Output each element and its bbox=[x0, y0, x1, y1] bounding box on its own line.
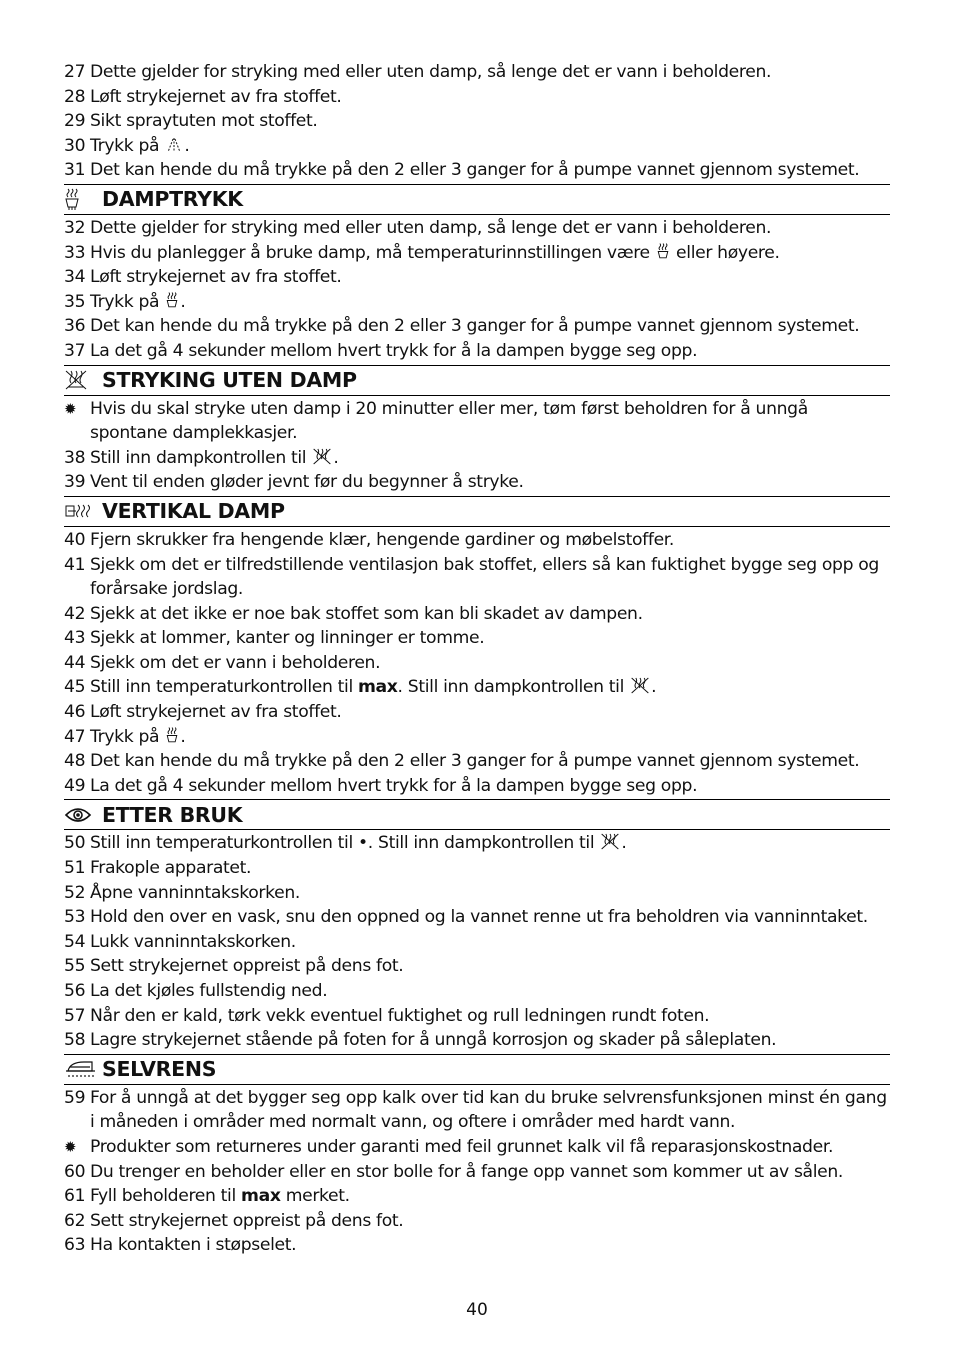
warning-icon: ✹ bbox=[64, 1137, 77, 1156]
eye-icon bbox=[64, 806, 92, 824]
item-text: Hold den over en vask, snu den oppned og la vannet renne ut fra beholdren via vanninntaket. bbox=[90, 907, 868, 928]
item-number: 30 bbox=[64, 135, 86, 156]
section-title: ETTER BRUK bbox=[102, 802, 243, 827]
item-number: 51 bbox=[64, 858, 86, 879]
item-text: Fyll beholderen til bbox=[90, 1186, 236, 1207]
item-number: 47 bbox=[64, 726, 86, 747]
item-text: Vent til enden gløder jevnt før du begynner å stryke. bbox=[90, 472, 524, 493]
item-number: 32 bbox=[64, 217, 86, 238]
steam-burst-icon bbox=[165, 726, 179, 745]
item-text: Dette gjelder for stryking med eller uten damp, så lenge det er vann i beholderen. bbox=[90, 217, 772, 238]
item-number: 28 bbox=[64, 86, 86, 107]
warning-note bbox=[64, 397, 890, 446]
item-number: 50 bbox=[64, 833, 86, 854]
list-item bbox=[64, 602, 890, 627]
item-text: Sikt spraytuten mot stoffet. bbox=[90, 111, 318, 132]
list-item bbox=[64, 954, 890, 979]
list-item bbox=[64, 626, 890, 651]
section-heading-etter-bruk bbox=[64, 799, 890, 830]
item-text: Trykk på bbox=[90, 291, 160, 312]
list-item bbox=[64, 60, 890, 85]
item-text: Still inn temperaturkontrollen til bbox=[90, 833, 353, 854]
item-text: Lukk vanninntakskorken. bbox=[90, 931, 296, 952]
item-text: Sjekk om det er tilfredstillende ventilasjon bak stoffet, ellers så kan fuktighet bygge seg opp og forårsake jordslag. bbox=[90, 554, 879, 600]
item-number: 63 bbox=[64, 1235, 86, 1256]
list-item bbox=[64, 675, 890, 700]
list-item bbox=[64, 528, 890, 553]
list-item bbox=[64, 446, 890, 471]
list-item bbox=[64, 1184, 890, 1209]
item-number: 27 bbox=[64, 62, 86, 82]
self-clean-icon bbox=[64, 1059, 98, 1079]
item-number: 38 bbox=[64, 447, 86, 468]
item-number: 58 bbox=[64, 1030, 86, 1051]
item-number: 42 bbox=[64, 603, 86, 624]
no-steam-icon bbox=[630, 676, 650, 695]
list-item bbox=[64, 700, 890, 725]
list-item bbox=[64, 881, 890, 906]
no-steam-icon bbox=[64, 369, 88, 391]
section-heading-selvrens bbox=[64, 1054, 890, 1085]
item-text: Lagre strykejernet stående på foten for å unngå korrosjon og skader på såleplaten. bbox=[90, 1030, 777, 1051]
item-text-end: . bbox=[180, 291, 186, 312]
list-item bbox=[64, 241, 890, 266]
item-text: Løft strykejernet av fra stoffet. bbox=[90, 702, 342, 723]
item-number: 40 bbox=[64, 529, 86, 550]
warning-icon: ✹ bbox=[64, 399, 77, 418]
steam-burst-icon bbox=[64, 187, 80, 211]
list-item bbox=[64, 470, 890, 495]
item-text-end: merket. bbox=[285, 1186, 350, 1207]
list-item bbox=[64, 1209, 890, 1234]
item-number: 59 bbox=[64, 1087, 86, 1108]
list-item bbox=[64, 749, 890, 774]
item-number: 44 bbox=[64, 652, 86, 673]
no-steam-icon bbox=[600, 832, 620, 851]
steam-burst-icon bbox=[656, 242, 670, 261]
item-text-middle: . Still inn dampkontrollen til bbox=[367, 833, 595, 854]
steam-burst-icon bbox=[165, 291, 179, 310]
list-item bbox=[64, 134, 890, 159]
item-text: Det kan hende du må trykke på den 2 eller 3 ganger for å pumpe vannet gjennom systemet. bbox=[90, 160, 860, 181]
item-text: Sjekk at lommer, kanter og linninger er tomme. bbox=[90, 628, 485, 649]
item-text: Løft strykejernet av fra stoffet. bbox=[90, 86, 342, 107]
item-text: La det kjøles fullstendig ned. bbox=[90, 981, 328, 1001]
item-text: Det kan hende du må trykke på den 2 eller 3 ganger for å pumpe vannet gjennom systemet. bbox=[90, 751, 860, 772]
item-number: 62 bbox=[64, 1210, 86, 1231]
item-text: For å unngå at det bygger seg opp kalk over tid kan du bruke selvrensfunksjonen minst én gang i måneden i områder med normalt vann, og oftere i områder med hardt vann. bbox=[90, 1087, 887, 1133]
item-number: 55 bbox=[64, 956, 86, 977]
item-text: Løft strykejernet av fra stoffet. bbox=[90, 267, 342, 288]
item-number: 31 bbox=[64, 160, 86, 181]
item-text: Still inn temperaturkontrollen til bbox=[90, 677, 353, 698]
item-text-end: eller høyere. bbox=[676, 242, 780, 263]
item-text-end: . bbox=[184, 135, 190, 156]
section-heading-uten-damp bbox=[64, 365, 890, 396]
item-number: 29 bbox=[64, 111, 86, 132]
item-number: 57 bbox=[64, 1005, 86, 1026]
item-number: 45 bbox=[64, 677, 86, 698]
item-text: Sjekk om det er vann i beholderen. bbox=[90, 652, 381, 673]
item-number: 37 bbox=[64, 340, 86, 361]
item-text: Du trenger en beholder eller en stor bolle for å fange opp vannet som kommer ut av sålen. bbox=[90, 1161, 844, 1182]
list-item bbox=[64, 109, 890, 134]
list-item bbox=[64, 1086, 890, 1135]
temperature-dot: • bbox=[358, 833, 368, 854]
item-number: 33 bbox=[64, 242, 86, 263]
list-item bbox=[64, 265, 890, 290]
item-number: 54 bbox=[64, 931, 86, 952]
note-text: Hvis du skal stryke uten damp i 20 minutter eller mer, tøm først beholdren for å unngå spontane damplekkasjer. bbox=[90, 398, 808, 444]
item-text: Trykk på bbox=[90, 726, 160, 747]
list-item bbox=[64, 158, 890, 183]
page-number: 40 bbox=[466, 1300, 488, 1320]
item-number: 34 bbox=[64, 267, 86, 288]
list-item bbox=[64, 651, 890, 676]
list-item bbox=[64, 553, 890, 602]
list-item bbox=[64, 774, 890, 799]
item-number: 48 bbox=[64, 751, 86, 772]
item-number: 43 bbox=[64, 628, 86, 649]
item-text: La det gå 4 sekunder mellom hvert trykk for å la dampen bygge seg opp. bbox=[90, 775, 698, 796]
item-number: 61 bbox=[64, 1186, 86, 1207]
item-number: 36 bbox=[64, 316, 86, 337]
section-title: SELVRENS bbox=[102, 1057, 217, 1082]
item-number: 41 bbox=[64, 554, 86, 575]
item-text-end: . bbox=[651, 677, 657, 698]
item-text: Sett strykejernet oppreist på dens fot. bbox=[90, 956, 404, 977]
item-text: Frakople apparatet. bbox=[90, 858, 252, 879]
item-text: Sett strykejernet oppreist på dens fot. bbox=[90, 1210, 404, 1231]
list-item bbox=[64, 725, 890, 750]
spray-icon bbox=[165, 136, 183, 154]
vertical-steam-icon bbox=[64, 502, 94, 520]
item-text: Det kan hende du må trykke på den 2 eller 3 ganger for å pumpe vannet gjennom systemet. bbox=[90, 316, 860, 337]
section-title: STRYKING UTEN DAMP bbox=[102, 368, 357, 393]
list-item bbox=[64, 930, 890, 955]
note-text: Produkter som returneres under garanti med feil grunnet kalk vil få reparasjonskostnader. bbox=[90, 1136, 834, 1157]
item-number: 49 bbox=[64, 775, 86, 796]
list-item bbox=[64, 905, 890, 930]
list-item bbox=[64, 339, 890, 364]
section-heading-vertikal-damp bbox=[64, 496, 890, 527]
list-item bbox=[64, 831, 890, 856]
item-number: 53 bbox=[64, 907, 86, 928]
section-heading-damptrykk bbox=[64, 184, 890, 215]
item-text: Trykk på bbox=[90, 135, 160, 156]
item-number: 35 bbox=[64, 291, 86, 312]
item-text: Dette gjelder for stryking med eller uten damp, så lenge det er vann i beholderen. bbox=[90, 62, 772, 82]
list-item bbox=[64, 290, 890, 315]
section-title: DAMPTRYKK bbox=[102, 187, 243, 212]
item-text-end: . bbox=[621, 833, 627, 854]
item-text: Når den er kald, tørk vekk eventuel fuktighet og rull ledningen rundt foten. bbox=[90, 1005, 710, 1026]
max-label: max bbox=[358, 677, 398, 698]
item-number: 46 bbox=[64, 702, 86, 723]
item-text: Fjern skrukker fra hengende klær, hengende gardiner og møbelstoffer. bbox=[90, 529, 675, 550]
item-text-middle: . Still inn dampkontrollen til bbox=[397, 677, 624, 698]
item-text: Hvis du planlegger å bruke damp, må temperaturinnstillingen være bbox=[90, 242, 650, 263]
max-label: max bbox=[241, 1186, 281, 1207]
list-item bbox=[64, 1233, 890, 1258]
section-title: VERTIKAL DAMP bbox=[102, 499, 285, 524]
item-number: 56 bbox=[64, 981, 86, 1001]
item-number: 60 bbox=[64, 1161, 86, 1182]
item-text: Still inn dampkontrollen til bbox=[90, 447, 307, 468]
warning-note bbox=[64, 1135, 890, 1160]
item-text-end: . bbox=[180, 726, 186, 747]
no-steam-icon bbox=[312, 447, 332, 466]
item-text: Sjekk at det ikke er noe bak stoffet som kan bli skadet av dampen. bbox=[90, 603, 643, 624]
item-number: 52 bbox=[64, 882, 86, 903]
item-number: 39 bbox=[64, 472, 86, 493]
item-text-end: . bbox=[333, 447, 339, 468]
list-item bbox=[64, 979, 890, 1004]
list-item bbox=[64, 216, 890, 241]
list-item bbox=[64, 85, 890, 110]
item-text: Ha kontakten i støpselet. bbox=[90, 1235, 297, 1256]
list-item bbox=[64, 1160, 890, 1185]
page-content bbox=[64, 60, 890, 1258]
item-text: La det gå 4 sekunder mellom hvert trykk for å la dampen bygge seg opp. bbox=[90, 340, 698, 361]
list-item bbox=[64, 1028, 890, 1053]
list-item bbox=[64, 1004, 890, 1029]
list-item bbox=[64, 314, 890, 339]
list-item bbox=[64, 856, 890, 881]
item-text: Åpne vanninntakskorken. bbox=[90, 882, 300, 903]
